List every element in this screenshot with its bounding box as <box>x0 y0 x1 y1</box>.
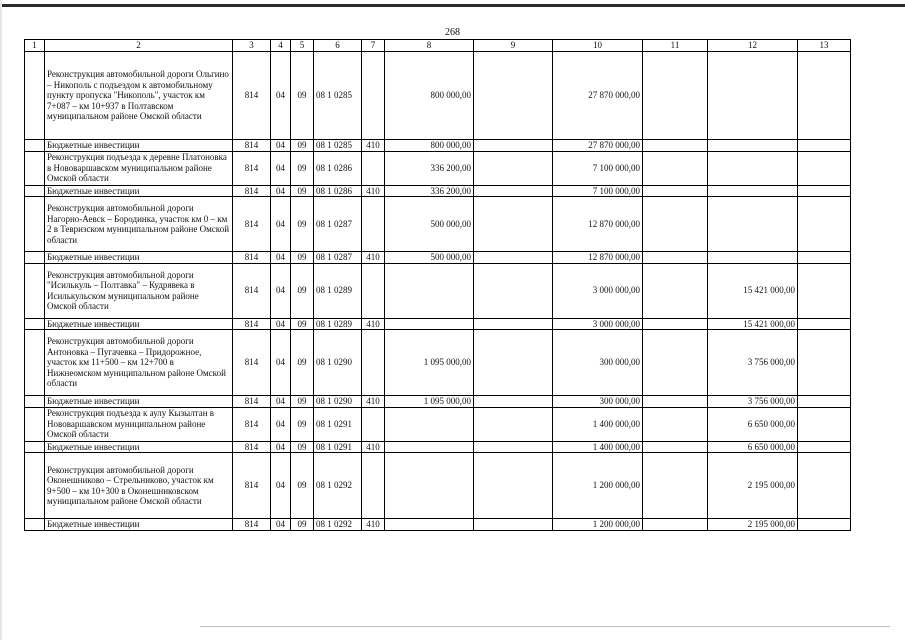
amount-cell: 500 000,00 <box>385 197 474 252</box>
amount-cell <box>798 330 851 396</box>
table-row <box>25 407 851 441</box>
scan-border-bottom <box>200 626 890 627</box>
description-cell: Реконструкция автомобильной дороги Антоновка – Пугачевка – Придорожное, участок км 11+500 – км 12+700 в Нижнеомском муниципальном районе Омской области <box>45 330 233 396</box>
code-cell: 09 <box>291 197 314 252</box>
column-header: 13 <box>798 40 851 52</box>
code-cell: 04 <box>271 151 291 185</box>
amount-cell: 6 650 000,00 <box>708 441 798 453</box>
code-cell: 09 <box>291 263 314 318</box>
code-cell: 09 <box>291 252 314 264</box>
code-cell: 814 <box>233 197 271 252</box>
table-row <box>25 519 851 531</box>
table-row <box>25 263 851 318</box>
code-cell: 04 <box>271 252 291 264</box>
description-cell: Бюджетные инвестиции <box>45 318 233 330</box>
table-row <box>25 197 851 252</box>
row-index-cell <box>25 396 45 408</box>
code-cell: 814 <box>233 519 271 531</box>
code-cell: 09 <box>291 407 314 441</box>
amount-cell <box>474 140 553 152</box>
code-cell: 04 <box>271 330 291 396</box>
code-cell: 814 <box>233 318 271 330</box>
code-cell: 09 <box>291 453 314 519</box>
code-cell: 410 <box>362 441 385 453</box>
amount-cell <box>643 252 708 264</box>
code-cell: 08 1 0291 <box>314 441 362 453</box>
code-cell: 410 <box>362 185 385 197</box>
code-cell: 09 <box>291 185 314 197</box>
code-cell: 410 <box>362 252 385 264</box>
amount-cell <box>385 453 474 519</box>
code-cell: 814 <box>233 151 271 185</box>
code-cell: 09 <box>291 318 314 330</box>
code-cell: 09 <box>291 330 314 396</box>
code-cell: 814 <box>233 330 271 396</box>
amount-cell: 12 870 000,00 <box>553 252 643 264</box>
amount-cell: 27 870 000,00 <box>553 52 643 140</box>
description-cell: Реконструкция подъезда к деревне Платоновка в Нововаршавском муниципальном районе Омской области <box>45 151 233 185</box>
amount-cell <box>798 252 851 264</box>
code-cell: 814 <box>233 252 271 264</box>
amount-cell <box>643 151 708 185</box>
code-cell: 04 <box>271 407 291 441</box>
amount-cell <box>798 151 851 185</box>
row-index-cell <box>25 453 45 519</box>
table-row <box>25 140 851 152</box>
table-row <box>25 330 851 396</box>
description-cell: Бюджетные инвестиции <box>45 396 233 408</box>
amount-cell: 1 400 000,00 <box>553 407 643 441</box>
code-cell: 814 <box>233 453 271 519</box>
amount-cell <box>798 185 851 197</box>
amount-cell: 800 000,00 <box>385 52 474 140</box>
amount-cell: 1 400 000,00 <box>553 441 643 453</box>
amount-cell: 6 650 000,00 <box>708 407 798 441</box>
row-index-cell <box>25 519 45 531</box>
amount-cell <box>643 330 708 396</box>
code-cell: 04 <box>271 441 291 453</box>
amount-cell <box>385 318 474 330</box>
page-number: 268 <box>445 27 460 38</box>
amount-cell <box>643 519 708 531</box>
amount-cell <box>643 197 708 252</box>
amount-cell: 300 000,00 <box>553 396 643 408</box>
code-cell: 410 <box>362 318 385 330</box>
row-index-cell <box>25 52 45 140</box>
column-header: 11 <box>643 40 708 52</box>
description-cell: Бюджетные инвестиции <box>45 441 233 453</box>
amount-cell <box>798 441 851 453</box>
amount-cell <box>643 140 708 152</box>
code-cell: 08 1 0290 <box>314 396 362 408</box>
amount-cell: 12 870 000,00 <box>553 197 643 252</box>
amount-cell: 336 200,00 <box>385 185 474 197</box>
row-index-cell <box>25 185 45 197</box>
code-cell: 04 <box>271 318 291 330</box>
amount-cell <box>474 441 553 453</box>
description-cell: Реконструкция автомобильной дороги Нагорно-Аевск – Бородинка, участок км 0 – км 2 в Тевризском муниципальном районе Омской области <box>45 197 233 252</box>
column-header: 3 <box>233 40 271 52</box>
amount-cell <box>474 396 553 408</box>
code-cell: 04 <box>271 52 291 140</box>
amount-cell: 3 000 000,00 <box>553 318 643 330</box>
code-cell: 08 1 0285 <box>314 52 362 140</box>
column-header: 9 <box>474 40 553 52</box>
row-index-cell <box>25 441 45 453</box>
code-cell: 08 1 0286 <box>314 151 362 185</box>
table-row <box>25 396 851 408</box>
code-cell: 09 <box>291 519 314 531</box>
code-cell: 08 1 0292 <box>314 453 362 519</box>
code-cell: 04 <box>271 453 291 519</box>
table-row <box>25 151 851 185</box>
row-index-cell <box>25 407 45 441</box>
column-header: 7 <box>362 40 385 52</box>
amount-cell: 7 100 000,00 <box>553 151 643 185</box>
description-cell: Бюджетные инвестиции <box>45 185 233 197</box>
amount-cell <box>643 185 708 197</box>
table-row <box>25 52 851 140</box>
column-header: 6 <box>314 40 362 52</box>
amount-cell: 3 000 000,00 <box>553 263 643 318</box>
amount-cell: 27 870 000,00 <box>553 140 643 152</box>
amount-cell <box>643 396 708 408</box>
column-header: 1 <box>25 40 45 52</box>
amount-cell <box>474 330 553 396</box>
amount-cell <box>474 252 553 264</box>
amount-cell: 2 195 000,00 <box>708 453 798 519</box>
code-cell: 08 1 0289 <box>314 263 362 318</box>
code-cell: 09 <box>291 441 314 453</box>
code-cell: 08 1 0287 <box>314 252 362 264</box>
amount-cell <box>385 263 474 318</box>
table-row <box>25 318 851 330</box>
code-cell: 04 <box>271 185 291 197</box>
code-cell: 09 <box>291 396 314 408</box>
amount-cell: 3 756 000,00 <box>708 330 798 396</box>
code-cell: 814 <box>233 52 271 140</box>
amount-cell <box>474 197 553 252</box>
code-cell: 08 1 0287 <box>314 197 362 252</box>
code-cell: 410 <box>362 396 385 408</box>
amount-cell: 15 421 000,00 <box>708 263 798 318</box>
amount-cell: 1 095 000,00 <box>385 330 474 396</box>
amount-cell: 336 200,00 <box>385 151 474 185</box>
amount-cell: 800 000,00 <box>385 140 474 152</box>
amount-cell: 300 000,00 <box>553 330 643 396</box>
amount-cell <box>474 407 553 441</box>
header-row <box>25 40 851 52</box>
amount-cell: 7 100 000,00 <box>553 185 643 197</box>
amount-cell <box>798 407 851 441</box>
column-header: 4 <box>271 40 291 52</box>
code-cell: 814 <box>233 263 271 318</box>
amount-cell <box>474 453 553 519</box>
code-cell <box>362 407 385 441</box>
code-cell: 814 <box>233 185 271 197</box>
budget-table <box>24 39 851 531</box>
code-cell: 09 <box>291 140 314 152</box>
code-cell: 04 <box>271 519 291 531</box>
code-cell <box>362 330 385 396</box>
row-index-cell <box>25 318 45 330</box>
row-index-cell <box>25 252 45 264</box>
row-index-cell <box>25 263 45 318</box>
code-cell: 08 1 0291 <box>314 407 362 441</box>
scan-border-left <box>0 0 2 640</box>
code-cell: 814 <box>233 396 271 408</box>
amount-cell <box>798 52 851 140</box>
amount-cell <box>474 263 553 318</box>
row-index-cell <box>25 330 45 396</box>
table-row <box>25 185 851 197</box>
amount-cell <box>385 519 474 531</box>
amount-cell: 1 200 000,00 <box>553 453 643 519</box>
code-cell <box>362 263 385 318</box>
amount-cell <box>474 151 553 185</box>
amount-cell <box>708 52 798 140</box>
amount-cell <box>798 519 851 531</box>
description-cell: Бюджетные инвестиции <box>45 252 233 264</box>
code-cell <box>362 52 385 140</box>
amount-cell <box>798 396 851 408</box>
code-cell: 410 <box>362 140 385 152</box>
description-cell: Бюджетные инвестиции <box>45 140 233 152</box>
scan-border-top <box>0 4 905 7</box>
amount-cell <box>798 453 851 519</box>
description-cell: Реконструкция подъезда к аулу Кызылтан в Нововаршавском муниципальном районе Омской области <box>45 407 233 441</box>
description-cell: Реконструкция автомобильной дороги Оконешниково – Стрельниково, участок км 9+500 – км 10+300 в Оконешниковском муниципальном районе Омской области <box>45 453 233 519</box>
code-cell: 08 1 0285 <box>314 140 362 152</box>
amount-cell <box>385 441 474 453</box>
amount-cell <box>474 318 553 330</box>
amount-cell <box>708 140 798 152</box>
code-cell: 04 <box>271 396 291 408</box>
description-cell: Реконструкция автомобильной дороги Ольгино – Никополь с подъездом к автомобильному пункту пропуска "Никополь", участок км 7+087 – км 10+937 в Полтавском муниципальном районе Омской области <box>45 52 233 140</box>
amount-cell <box>385 407 474 441</box>
amount-cell <box>474 52 553 140</box>
amount-cell <box>643 441 708 453</box>
code-cell: 08 1 0292 <box>314 519 362 531</box>
amount-cell: 2 195 000,00 <box>708 519 798 531</box>
code-cell: 04 <box>271 140 291 152</box>
table-row <box>25 252 851 264</box>
amount-cell: 3 756 000,00 <box>708 396 798 408</box>
row-index-cell <box>25 140 45 152</box>
code-cell: 08 1 0289 <box>314 318 362 330</box>
amount-cell <box>798 197 851 252</box>
code-cell: 410 <box>362 519 385 531</box>
table-row <box>25 441 851 453</box>
amount-cell <box>708 252 798 264</box>
column-header: 10 <box>553 40 643 52</box>
code-cell: 09 <box>291 52 314 140</box>
amount-cell: 1 200 000,00 <box>553 519 643 531</box>
amount-cell <box>474 185 553 197</box>
amount-cell <box>474 519 553 531</box>
amount-cell: 1 095 000,00 <box>385 396 474 408</box>
code-cell <box>362 151 385 185</box>
table-row <box>25 453 851 519</box>
row-index-cell <box>25 197 45 252</box>
row-index-cell <box>25 151 45 185</box>
description-cell: Бюджетные инвестиции <box>45 519 233 531</box>
amount-cell <box>708 185 798 197</box>
amount-cell <box>708 197 798 252</box>
amount-cell <box>643 52 708 140</box>
amount-cell: 500 000,00 <box>385 252 474 264</box>
column-header: 2 <box>45 40 233 52</box>
column-header: 5 <box>291 40 314 52</box>
code-cell: 814 <box>233 407 271 441</box>
amount-cell <box>643 318 708 330</box>
column-header: 12 <box>708 40 798 52</box>
amount-cell <box>798 318 851 330</box>
amount-cell <box>798 263 851 318</box>
description-cell: Реконструкция автомобильной дороги "Исилькуль – Полтавка" – Кудрявека в Исилькульском муниципальном районе Омской области <box>45 263 233 318</box>
code-cell <box>362 453 385 519</box>
amount-cell <box>708 151 798 185</box>
code-cell: 814 <box>233 441 271 453</box>
code-cell: 04 <box>271 263 291 318</box>
amount-cell <box>643 407 708 441</box>
code-cell <box>362 197 385 252</box>
amount-cell <box>643 453 708 519</box>
amount-cell <box>643 263 708 318</box>
code-cell: 814 <box>233 140 271 152</box>
amount-cell <box>798 140 851 152</box>
code-cell: 09 <box>291 151 314 185</box>
column-header: 8 <box>385 40 474 52</box>
code-cell: 04 <box>271 197 291 252</box>
amount-cell: 15 421 000,00 <box>708 318 798 330</box>
code-cell: 08 1 0290 <box>314 330 362 396</box>
code-cell: 08 1 0286 <box>314 185 362 197</box>
